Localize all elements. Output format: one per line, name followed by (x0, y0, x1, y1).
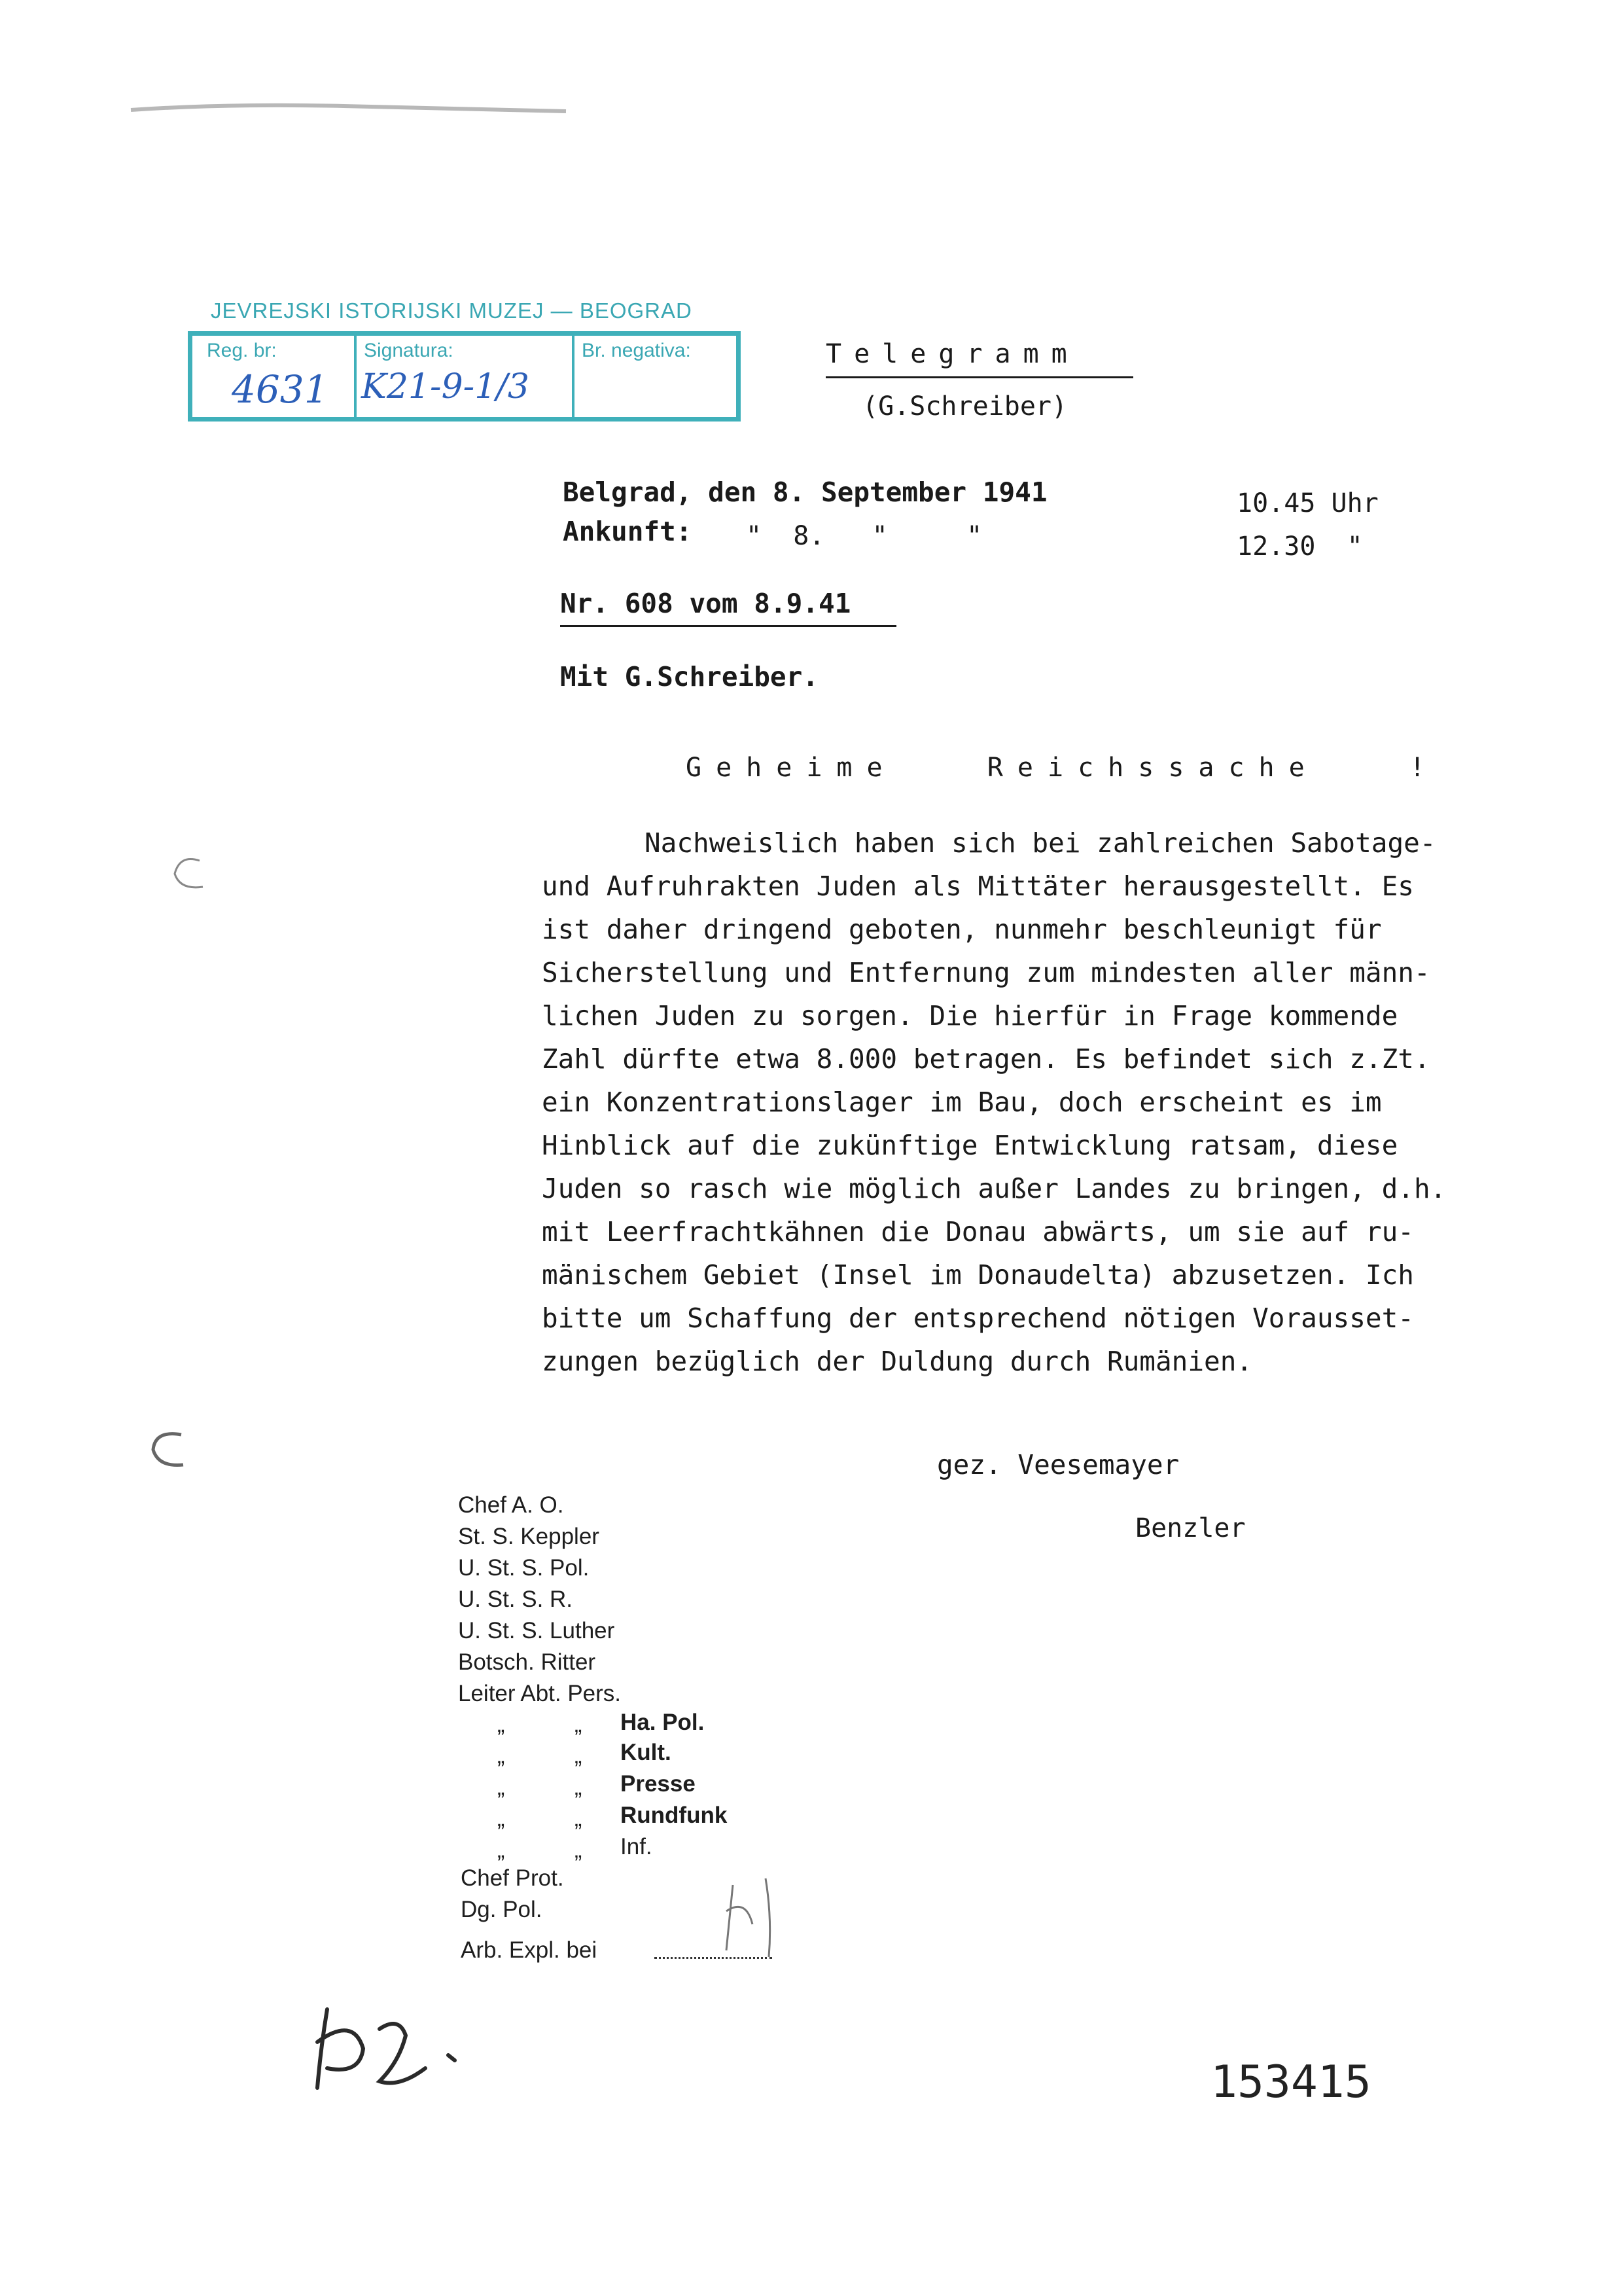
via-line: Mit G.Schreiber. (560, 661, 819, 692)
stamp-signatura-label: Signatura: (364, 340, 453, 361)
museum-stamp (188, 331, 741, 422)
ditto-mark: „ (574, 1775, 582, 1800)
punch-hole-mark (167, 851, 213, 897)
distribution-item: Arb. Expl. bei (461, 1937, 597, 1963)
distribution-item: Chef A. O. (458, 1492, 564, 1518)
distribution-item: U. St. S. Luther (458, 1618, 615, 1643)
ditto-mark: „ (497, 1806, 505, 1831)
body-line: bitte um Schaffung der entsprechend nötigen Vorausset- (542, 1302, 1414, 1334)
signature-gez: gez. Veesemayer (937, 1449, 1180, 1480)
distribution-subitem: Kult. (620, 1740, 671, 1765)
dateline-arrival-label: Ankunft: (563, 516, 692, 547)
reference-underline (560, 625, 896, 627)
ditto-mark: „ (574, 1838, 582, 1863)
body-line: ist daher dringend geboten, nunmehr beschleunigt für (542, 914, 1382, 945)
body-line: Zahl dürfte etwa 8.000 betragen. Es befindet sich z.Zt. (542, 1043, 1430, 1075)
ditto-mark: „ (574, 1806, 582, 1831)
ditto-mark: „ (497, 1744, 505, 1768)
dateline-arrival-date: " 8. " " (746, 521, 983, 551)
distribution-subitem: Ha. Pol. (620, 1710, 705, 1735)
distribution-subitem: Rundfunk (620, 1803, 728, 1828)
stamp-divider (354, 336, 357, 417)
stamp-negativ-label: Br. negativa: (582, 340, 691, 361)
stamp-reg-value: 4631 (232, 367, 328, 412)
reference-number: Nr. 608 vom 8.9.41 (560, 588, 851, 619)
distribution-item: U. St. S. Pol. (458, 1555, 590, 1581)
body-line: Hinblick auf die zukünftige Entwicklung ratsam, diese (542, 1130, 1398, 1161)
title-underline (826, 376, 1133, 378)
ditto-mark: „ (574, 1712, 582, 1737)
handwritten-initials (707, 1859, 811, 1964)
stamp-title: JEVREJSKI ISTORIJSKI MUZEJ — BEOGRAD (211, 298, 692, 323)
classification: Geheime Reichssache ! (686, 753, 1440, 783)
document-title: Telegramm (826, 339, 1080, 369)
ditto-mark: „ (574, 1744, 582, 1768)
distribution-item: Chef Prot. (461, 1865, 564, 1891)
body-line: zungen bezüglich der Duldung durch Rumänien. (542, 1346, 1253, 1377)
distribution-subitem: Inf. (620, 1834, 652, 1859)
stamp-divider (572, 336, 574, 417)
body-line: Juden so rasch wie möglich außer Landes zu bringen, d.h. (542, 1173, 1447, 1204)
distribution-subitem: Presse (620, 1771, 696, 1797)
ditto-mark: „ (497, 1775, 505, 1800)
distribution-item: Botsch. Ritter (458, 1649, 596, 1675)
document-subtitle: (G.Schreiber) (862, 391, 1068, 422)
punch-hole-mark (145, 1427, 191, 1473)
body-line: mit Leerfrachtkähnen die Donau abwärts, um sie auf ru- (542, 1216, 1414, 1247)
distribution-item: Leiter Abt. Pers. (458, 1681, 622, 1706)
distribution-item: U. St. S. R. (458, 1587, 573, 1612)
scan-artifact (128, 98, 573, 118)
body-line: ein Konzentrationslager im Bau, doch erscheint es im (542, 1086, 1382, 1118)
body-line: lichen Juden zu sorgen. Die hierfür in Frage kommende (542, 1000, 1398, 1031)
distribution-item: St. S. Keppler (458, 1524, 599, 1549)
dateline-place-date: Belgrad, den 8. September 1941 (563, 476, 1048, 508)
stamp-reg-label: Reg. br: (207, 340, 277, 361)
signature-benzler: Benzler (1135, 1513, 1246, 1543)
body-line: Nachweislich haben sich bei zahlreichen Sabotage- (645, 827, 1436, 859)
distribution-item: Dg. Pol. (461, 1897, 542, 1922)
dateline-time-arrival: 12.30 " (1237, 531, 1363, 562)
body-line: und Aufruhrakten Juden als Mittäter herausgestellt. Es (542, 870, 1414, 902)
ditto-mark: „ (497, 1712, 505, 1737)
archive-number: 153415 (1210, 2056, 1371, 2108)
body-line: Sicherstellung und Entfernung zum mindesten aller männ- (542, 957, 1430, 988)
handwritten-signature (301, 1990, 497, 2108)
ditto-mark: „ (497, 1838, 505, 1863)
dateline-time-sent: 10.45 Uhr (1237, 488, 1379, 518)
body-line: mänischem Gebiet (Insel im Donaudelta) abzusetzen. Ich (542, 1259, 1414, 1291)
stamp-signatura-value: K21-9-1/3 (361, 367, 529, 406)
